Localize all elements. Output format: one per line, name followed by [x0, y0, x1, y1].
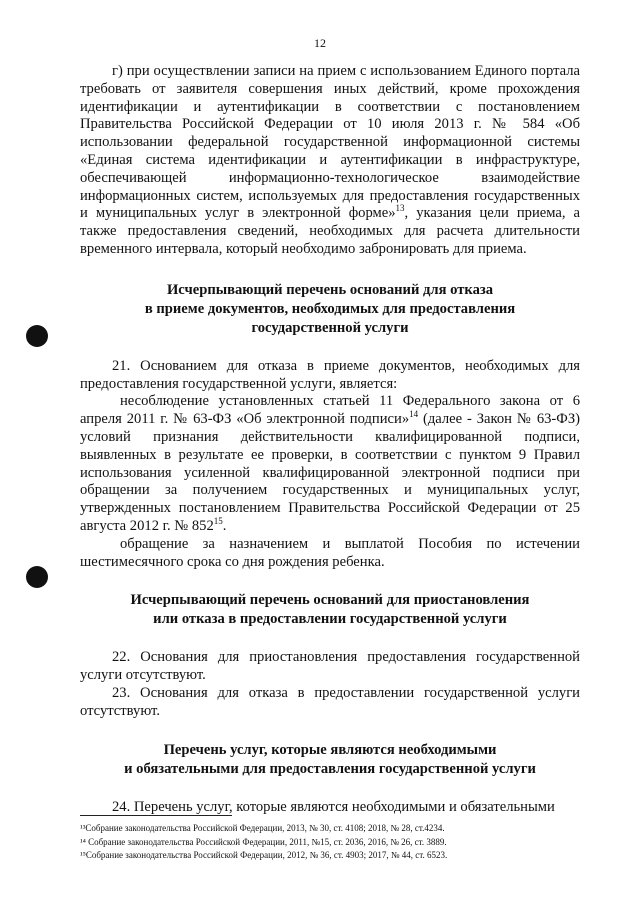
paragraph-24: 24. Перечень услуг, которые являются необходимыми и обязательными — [112, 798, 555, 815]
paragraph-21-item-1: несоблюдение установленных статьей 11 Федерального закона от 6 апреля 2011 г. № 63-ФЗ «Об электронной подписи»$^{14}$ (далее - Закон № 63-ФЗ) условий признания действительности квалифицированной подписи, выявленных в результате ее проверки, в соответствии с пунктом 9 Правил использования усиленной квалифицированной электронной подписи при обращении за получением государственных и муниципальных услуг, утвержденных постановлением Правительства Российской Федерации от 25 августа 2012 г. № $852^{15}$. — [80, 393, 580, 534]
heading-required-services: Перечень услуг, которые являются необходимыми и обязательными для предоставления государственной услуги — [124, 741, 536, 777]
paragraph-21: 21. Основанием для отказа в приеме документов, необходимых для предоставления государственной услуги, является: — [80, 357, 580, 392]
paragraph-g: г) при осуществлении записи на прием с использованием Единого портала требовать от заявителя совершения иных действий, кроме прохождения идентификации и аутентификации в соответствии с постановлением Правительства Российской Федерации от 10 июля 2013 г. № 584 «Об использовании федеральной государственной информационной системы «Единая система идентификации и аутентификации в инфраструктуре, обеспечивающей информационно-технологическое взаимодействие информационных систем, используемых для предоставления государственных и муниципальных услуг в электронной форме»$^{13}$, указания цели приема, а также предоставления сведений, необходимых для расчета длительности временного интервала, который необходимо забронировать для приема. — [80, 63, 580, 257]
footnote-ref: 13 — [395, 203, 405, 214]
punch-hole — [26, 325, 48, 347]
document-body — [80, 63, 580, 816]
footnote-15: ¹⁵Собрание законодательства Российской Федерации, 2012, № 36, ст. 4903; 2017, № 44, ст. 6523. — [80, 850, 448, 860]
footnotes — [80, 822, 580, 863]
footnote-ref: 15 — [213, 516, 223, 527]
footnote-14: ¹⁴ Собрание законодательства Российской Федерации, 2011, №15, ст. 2036, 2016, № 26, ст. 3889. — [80, 836, 447, 847]
paragraph-22: 22. Основания для приостановления предоставления государственной услуги отсутствуют. — [80, 649, 580, 684]
heading-refusal-documents: Исчерпывающий перечень оснований для отказа в приеме документов, необходимых для предоставления государственной услуги — [144, 281, 516, 336]
punch-hole — [26, 566, 48, 588]
paragraph-23: 23. Основания для отказа в предоставлении государственной услуги отсутствуют. — [80, 684, 580, 719]
footnote-13: ¹³Собрание законодательства Российской Федерации, 2013, № 30, ст. 4108; 2018, № 28, ст.4234. — [80, 823, 445, 833]
paragraph-21-item-2: обращение за назначением и выплатой Пособия по истечении шестимесячного срока со дня рождения ребенка. — [80, 535, 580, 570]
footnote-ref: 14 — [409, 409, 419, 420]
page-number: 12 — [314, 36, 326, 50]
heading-suspension: Исчерпывающий перечень оснований для приостановления или отказа в предоставлении государственной услуги — [130, 592, 530, 628]
footnote-separator — [80, 815, 232, 816]
